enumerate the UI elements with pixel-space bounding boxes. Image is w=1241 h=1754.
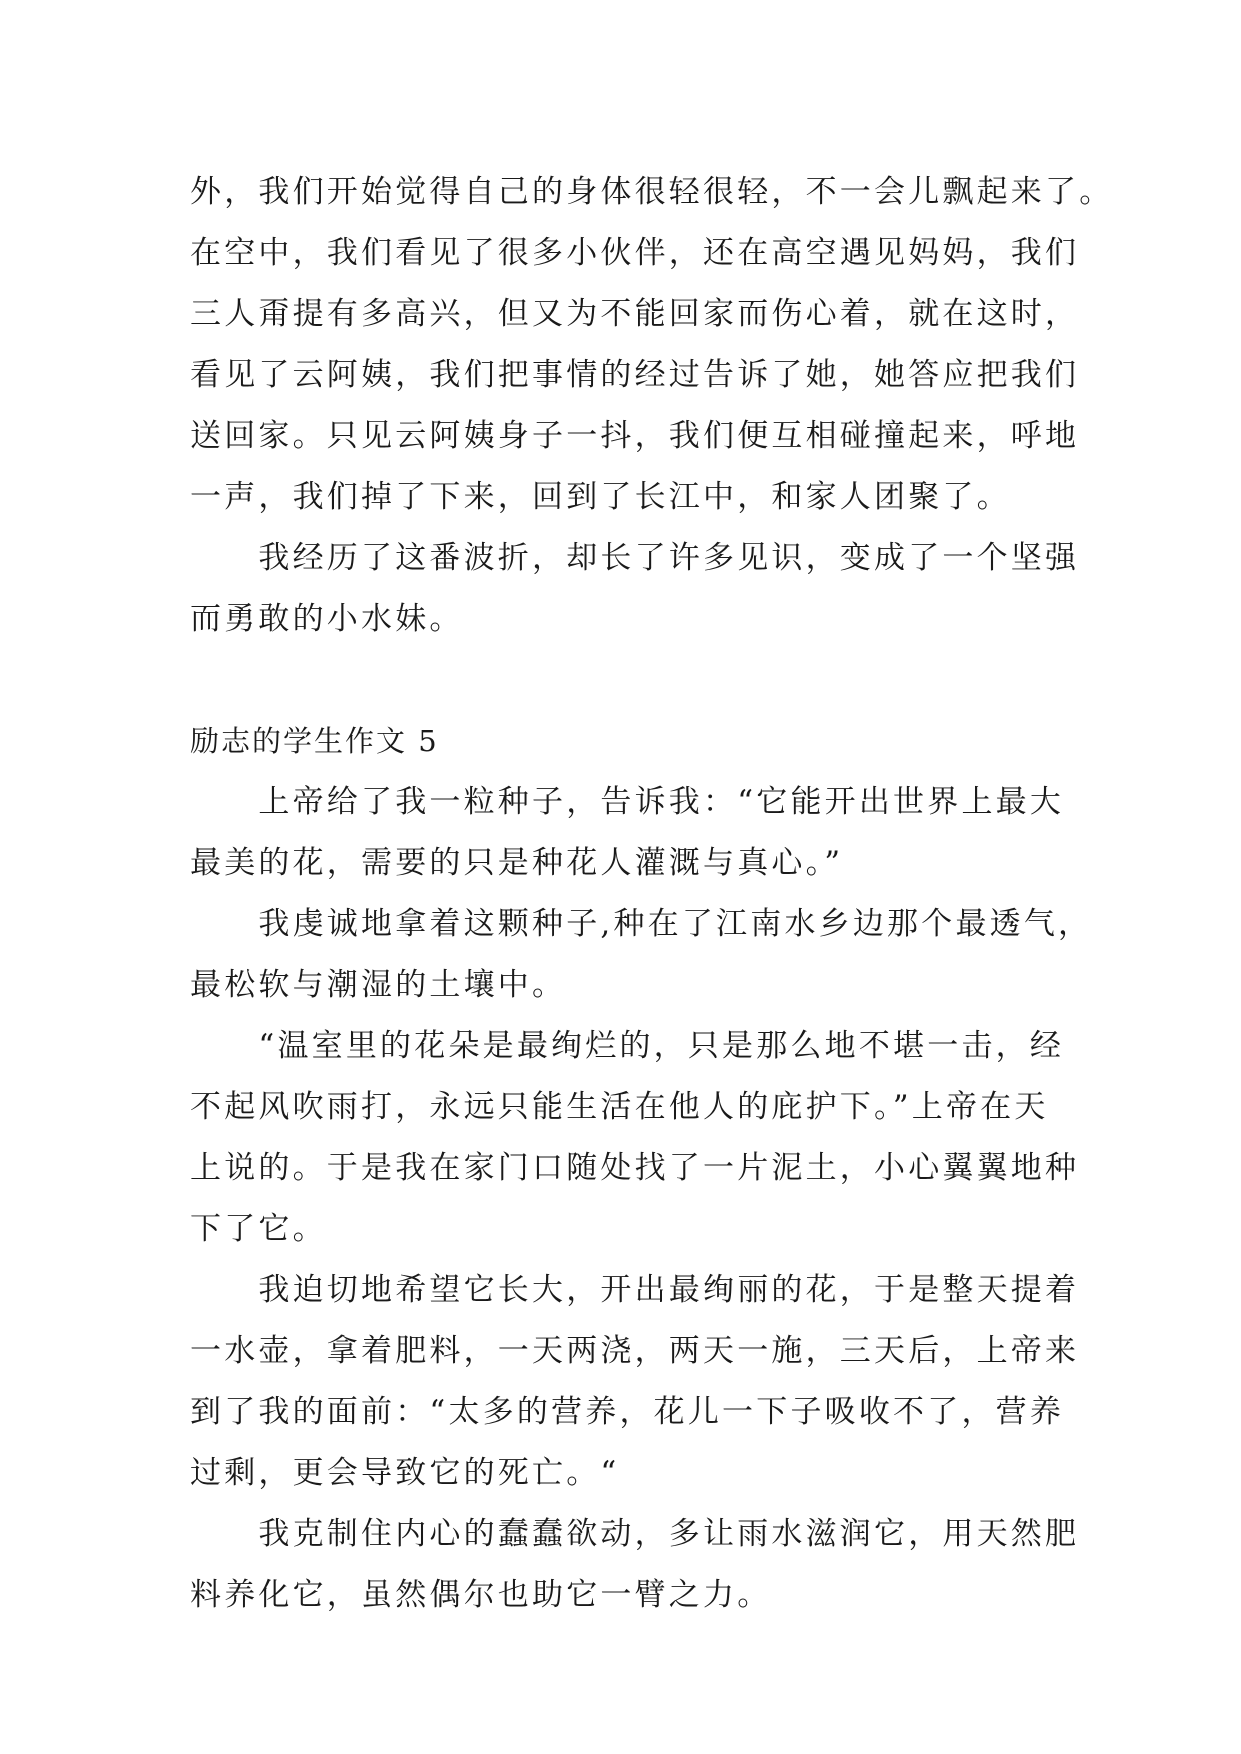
text-line: 外，我们开始觉得自己的身体很轻很轻，不一会儿飘起来了。 [190, 174, 1114, 210]
text-line: 上说的。于是我在家门口随处找了一片泥土，小心翼翼地种 [190, 1150, 1080, 1186]
text-line: 送回家。只见云阿姨身子一抖，我们便互相碰撞起来，呼地 [190, 418, 1080, 454]
essay-heading: 励志的学生作文 5 [190, 724, 439, 758]
text-line: 不起风吹雨打，永远只能生活在他人的庇护下。”上帝在天 [190, 1089, 1049, 1125]
text-line: 在空中，我们看见了很多小伙伴，还在高空遇见妈妈，我们 [190, 235, 1080, 271]
paragraph-2 [190, 894, 1093, 1016]
paragraph-story-ending [190, 162, 1114, 528]
text-line: 我迫切地希望它长大，开出最绚丽的花，于是整天提着 [190, 1272, 1080, 1308]
text-line: 到了我的面前：“太多的营养，花儿一下子吸收不了，营养 [190, 1394, 1065, 1430]
paragraph-3 [190, 1016, 1080, 1260]
text-line: 最美的花，需要的只是种花人灌溉与真心。” [190, 845, 844, 881]
text-line: 一声，我们掉了下来，回到了长江中，和家人团聚了。 [190, 479, 1011, 515]
paragraph-4 [190, 1260, 1080, 1504]
text-line: 看见了云阿姨，我们把事情的经过告诉了她，她答应把我们 [190, 357, 1080, 393]
paragraph-1 [190, 772, 1070, 894]
document-page [190, 162, 1114, 1626]
text-line: 而勇敢的小水妹。 [190, 601, 464, 637]
paragraph-conclusion [190, 528, 1080, 650]
text-line: 最松软与潮湿的土壤中。 [190, 967, 567, 1003]
text-line: 我克制住内心的蠢蠢欲动，多让雨水滋润它，用天然肥 [190, 1516, 1080, 1552]
text-line: 料养化它，虽然偶尔也助它一臂之力。 [190, 1577, 772, 1613]
text-line: “温室里的花朵是最绚烂的，只是那么地不堪一击，经 [190, 1028, 1065, 1064]
paragraph-5 [190, 1504, 1080, 1626]
text-line: 过剩，更会导致它的死亡。“ [190, 1455, 620, 1491]
text-line: 上帝给了我一粒种子，告诉我：“它能开出世界上最大 [190, 784, 1065, 820]
section-gap [190, 650, 1070, 711]
text-line: 我虔诚地拿着这颗种子,种在了江南水乡边那个最透气， [190, 906, 1093, 942]
text-line: 下了它。 [190, 1211, 327, 1247]
text-line: 我经历了这番波折，却长了许多见识，变成了一个坚强 [190, 540, 1080, 576]
text-line: 三人甭提有多高兴，但又为不能回家而伤心着，就在这时， [190, 296, 1080, 332]
text-line: 一水壶，拿着肥料，一天两浇，两天一施，三天后，上帝来 [190, 1333, 1080, 1369]
